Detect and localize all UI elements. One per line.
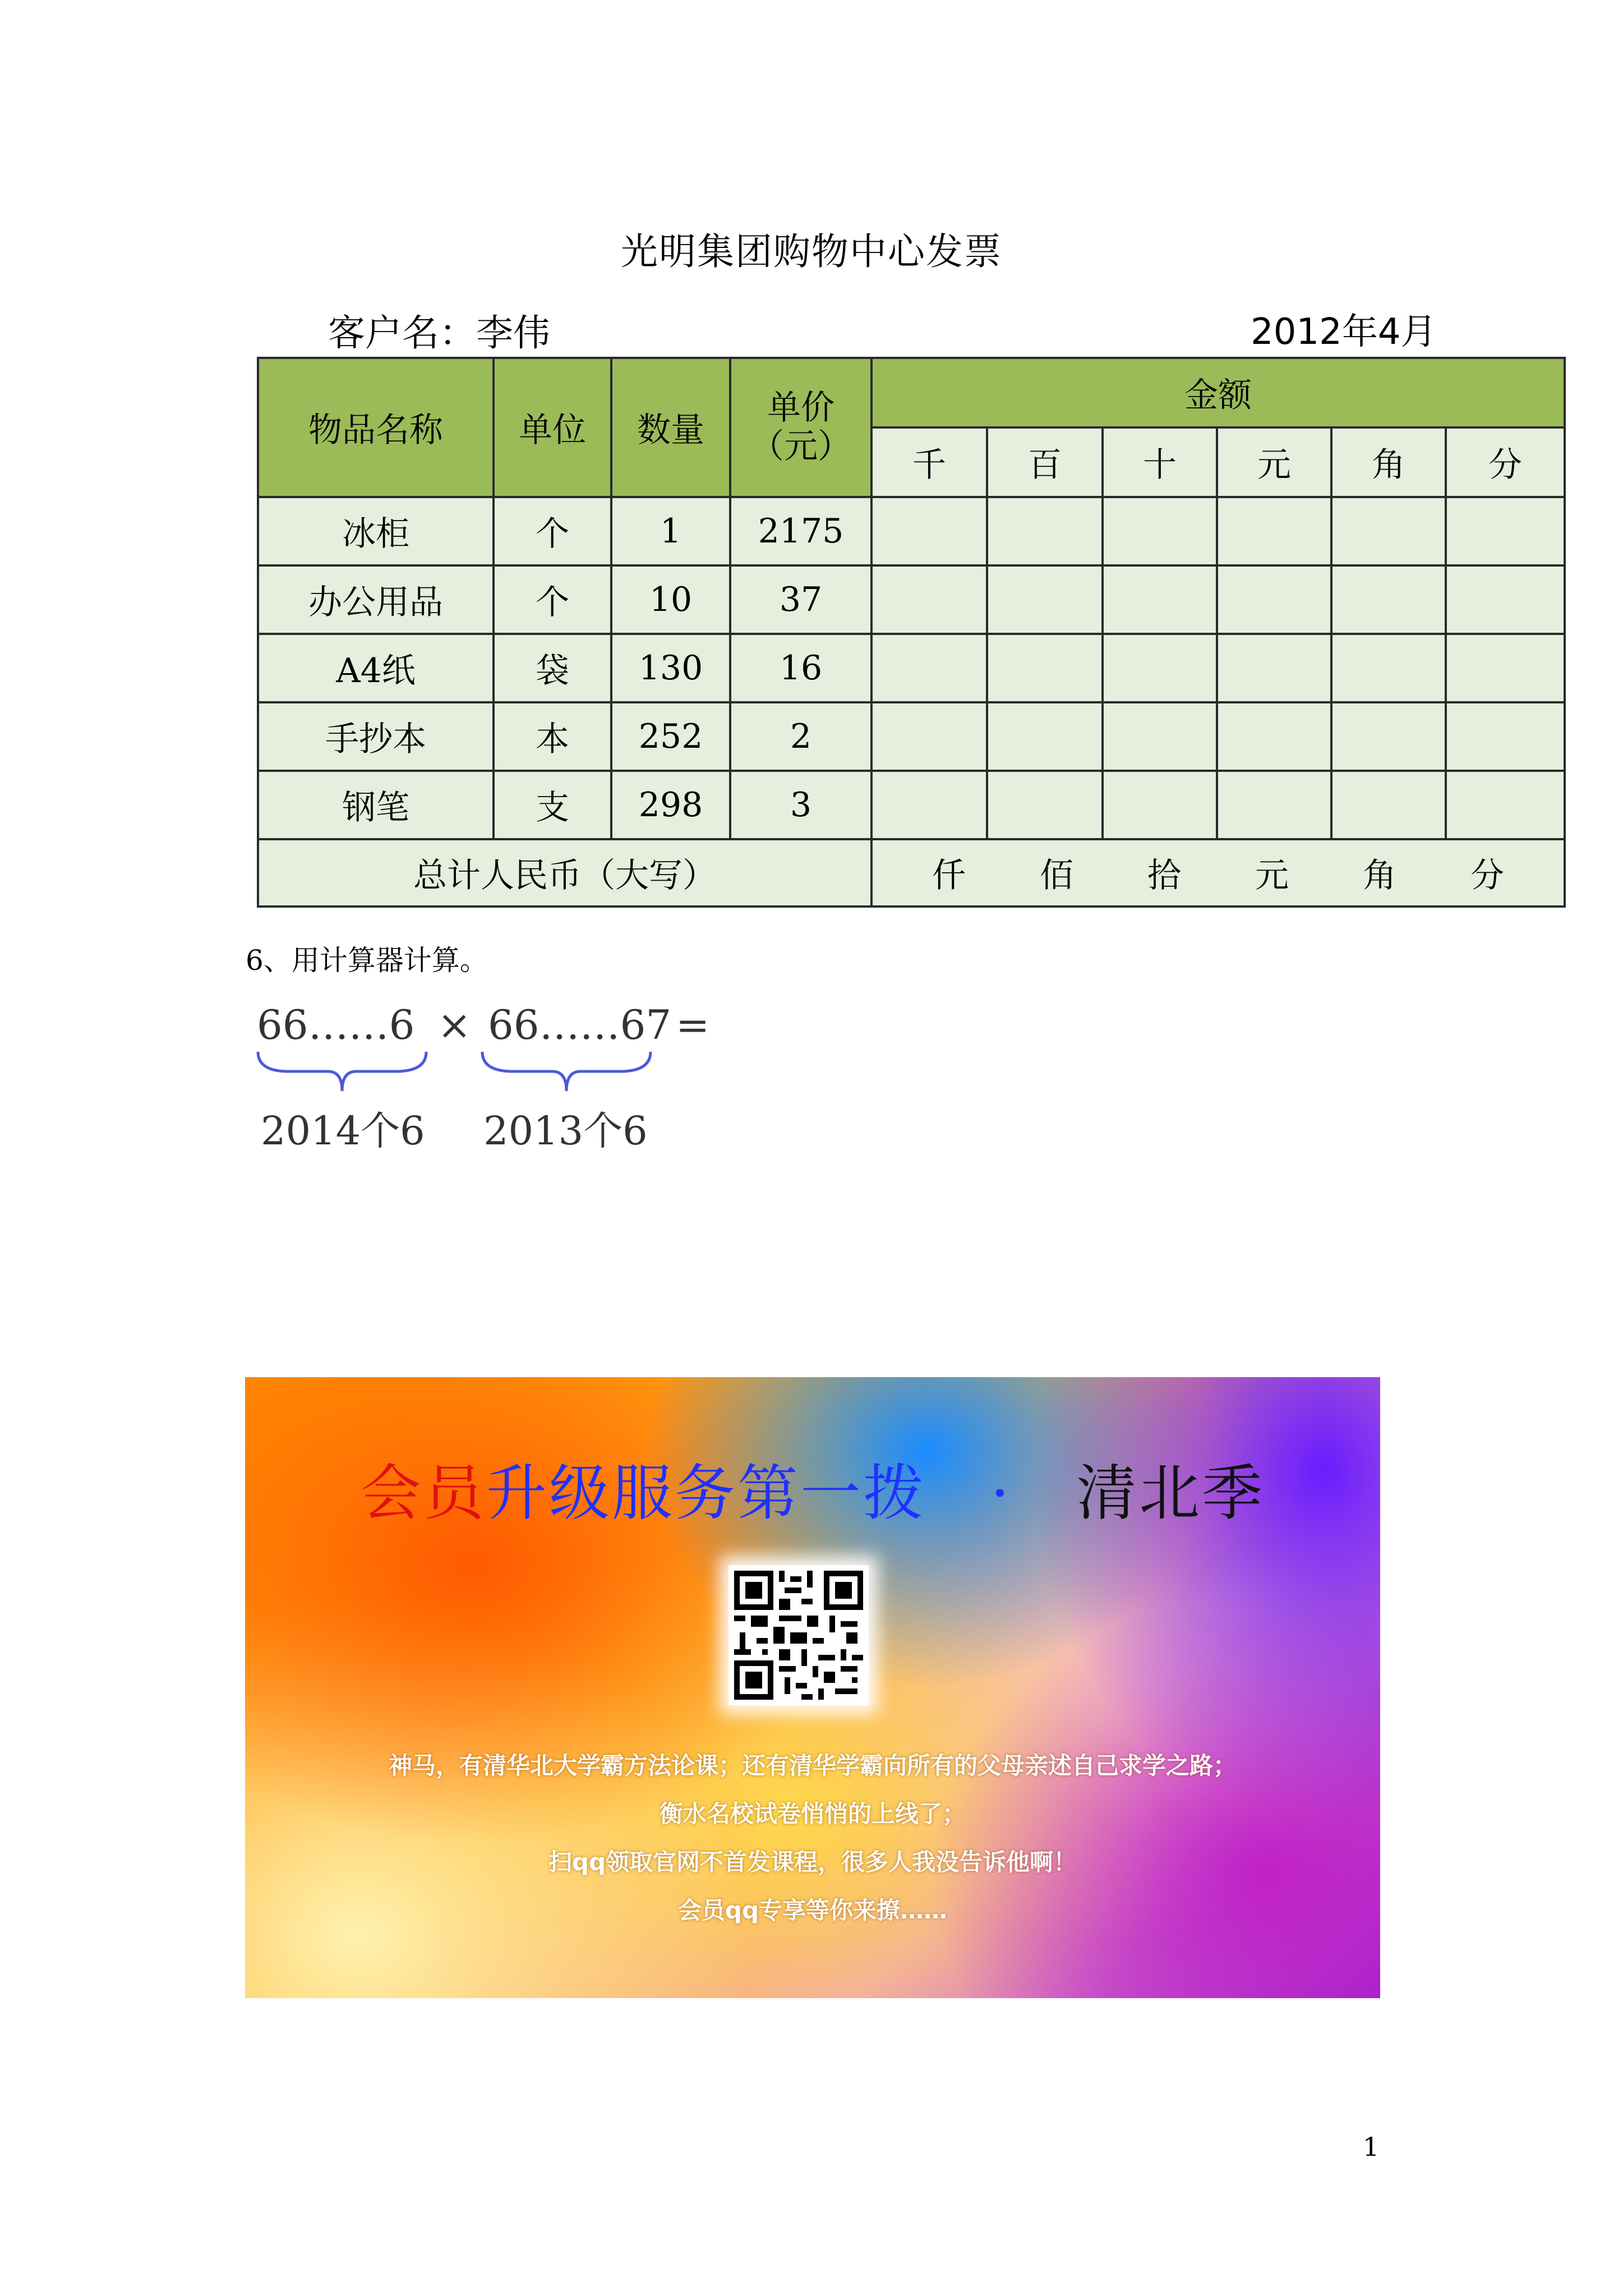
invoice-date: 2012年4月 <box>1251 311 1437 353</box>
item-name-cell: 手抄本 <box>258 702 494 771</box>
invoice-table <box>257 357 1566 908</box>
unit-cell: 支 <box>494 771 611 839</box>
table-row <box>258 497 1565 565</box>
amount-cell[interactable] <box>987 702 1103 771</box>
customer-line <box>328 303 550 356</box>
brace-b-note: 2013个6 <box>483 1108 648 1154</box>
total-unit: 佰 <box>1040 855 1073 895</box>
amount-cell[interactable] <box>1446 497 1565 565</box>
quantity-cell: 298 <box>611 771 730 839</box>
brace-a-note: 2014个6 <box>261 1108 425 1154</box>
quantity-cell: 1 <box>611 497 730 565</box>
banner-line: 神马，有清华北大学霸方法论课；还有清华学霸向所有的父母亲述自己求学之路； <box>388 1752 1237 1779</box>
amount-cell[interactable] <box>872 702 987 771</box>
amount-cell[interactable] <box>872 771 987 839</box>
equals-sign: = <box>676 1001 710 1048</box>
header-item-name: 物品名称 <box>258 358 494 497</box>
amount-cell[interactable] <box>872 565 987 634</box>
amount-cell[interactable] <box>1446 771 1565 839</box>
customer-name: 李伟 <box>476 311 550 355</box>
header-amount-col: 十 <box>1103 427 1217 497</box>
header-unit: 单位 <box>494 358 611 497</box>
header-amount-col: 角 <box>1331 427 1446 497</box>
total-unit: 元 <box>1255 855 1289 895</box>
promo-banner[interactable] <box>245 1377 1380 1998</box>
quantity-cell: 10 <box>611 565 730 634</box>
amount-cell[interactable] <box>1446 565 1565 634</box>
quantity-cell: 130 <box>611 634 730 702</box>
header-amount-col: 百 <box>987 427 1103 497</box>
amount-cell[interactable] <box>1217 634 1331 702</box>
banner-title-part1: 会员 <box>360 1458 486 1529</box>
header-amount-col: 分 <box>1446 427 1565 497</box>
total-unit: 角 <box>1363 855 1396 895</box>
amount-cell[interactable] <box>1331 497 1446 565</box>
problem-label: 6、用计算器计算。 <box>246 944 488 977</box>
amount-cell[interactable] <box>1331 565 1446 634</box>
price-cell: 2 <box>730 702 872 771</box>
page-number: 1 <box>1363 2132 1380 2162</box>
amount-cell[interactable] <box>1103 634 1217 702</box>
banner-line: 衡水名校试卷悄悄的上线了； <box>659 1800 966 1828</box>
times-sign: × <box>437 1001 472 1048</box>
amount-cell[interactable] <box>1217 702 1331 771</box>
price-cell: 2175 <box>730 497 872 565</box>
amount-cell[interactable] <box>987 565 1103 634</box>
unit-cell: 个 <box>494 565 611 634</box>
total-unit: 拾 <box>1147 855 1181 895</box>
price-cell: 3 <box>730 771 872 839</box>
item-name-cell: 办公用品 <box>258 565 494 634</box>
amount-cell[interactable] <box>1446 702 1565 771</box>
operand-a: 66……6 <box>257 1001 415 1048</box>
amount-cell[interactable] <box>1103 497 1217 565</box>
table-row <box>258 565 1565 634</box>
header-quantity: 数量 <box>611 358 730 497</box>
price-cell: 37 <box>730 565 872 634</box>
banner-title-dot: · <box>990 1458 1012 1529</box>
amount-cell[interactable] <box>1331 702 1446 771</box>
header-unit-price-line1: 单价 <box>767 388 834 428</box>
header-amount-col: 千 <box>872 427 987 497</box>
item-name-cell: 冰柜 <box>258 497 494 565</box>
amount-cell[interactable] <box>1446 634 1565 702</box>
amount-cell[interactable] <box>1103 771 1217 839</box>
amount-cell[interactable] <box>987 497 1103 565</box>
total-label: 总计人民币（大写） <box>258 839 872 907</box>
banner-title <box>245 1444 1380 1531</box>
invoice-title: 光明集团购物中心发票 <box>621 230 1002 273</box>
amount-cell[interactable] <box>1331 771 1446 839</box>
unit-cell: 本 <box>494 702 611 771</box>
qr-code-icon[interactable] <box>728 1565 869 1705</box>
amount-cell[interactable] <box>987 634 1103 702</box>
customer-label: 客户名： <box>328 311 476 355</box>
amount-cell[interactable] <box>1217 497 1331 565</box>
banner-title-part2: 升级服务第一拨 <box>486 1458 926 1529</box>
price-cell: 16 <box>730 634 872 702</box>
total-amount-field[interactable] <box>872 839 1565 907</box>
table-row <box>258 771 1565 839</box>
amount-cell[interactable] <box>987 771 1103 839</box>
total-row <box>258 839 1565 907</box>
banner-line: 扫qq领取官网不首发课程，很多人我没告诉他啊！ <box>548 1848 1077 1876</box>
brace-b-icon <box>479 1049 653 1094</box>
table-row <box>258 702 1565 771</box>
header-unit-price-line2: （元） <box>750 427 851 467</box>
item-name-cell: A4纸 <box>258 634 494 702</box>
banner-title-part3: 清北季 <box>1076 1458 1265 1529</box>
amount-cell[interactable] <box>1217 565 1331 634</box>
table-row <box>258 634 1565 702</box>
total-unit: 仟 <box>932 855 966 895</box>
unit-cell: 个 <box>494 497 611 565</box>
header-amount: 金额 <box>872 358 1565 427</box>
banner-line: 会员qq专享等你来撩…… <box>677 1897 948 1924</box>
header-amount-col: 元 <box>1217 427 1331 497</box>
item-name-cell: 钢笔 <box>258 771 494 839</box>
amount-cell[interactable] <box>872 634 987 702</box>
operand-b: 66……67 <box>488 1001 672 1048</box>
header-unit-price <box>730 358 872 497</box>
quantity-cell: 252 <box>611 702 730 771</box>
amount-cell[interactable] <box>1103 702 1217 771</box>
amount-cell[interactable] <box>1217 771 1331 839</box>
amount-cell[interactable] <box>1331 634 1446 702</box>
unit-cell: 袋 <box>494 634 611 702</box>
amount-cell[interactable] <box>872 497 987 565</box>
amount-cell[interactable] <box>1103 565 1217 634</box>
brace-a-icon <box>255 1049 429 1094</box>
total-unit: 分 <box>1470 855 1504 895</box>
